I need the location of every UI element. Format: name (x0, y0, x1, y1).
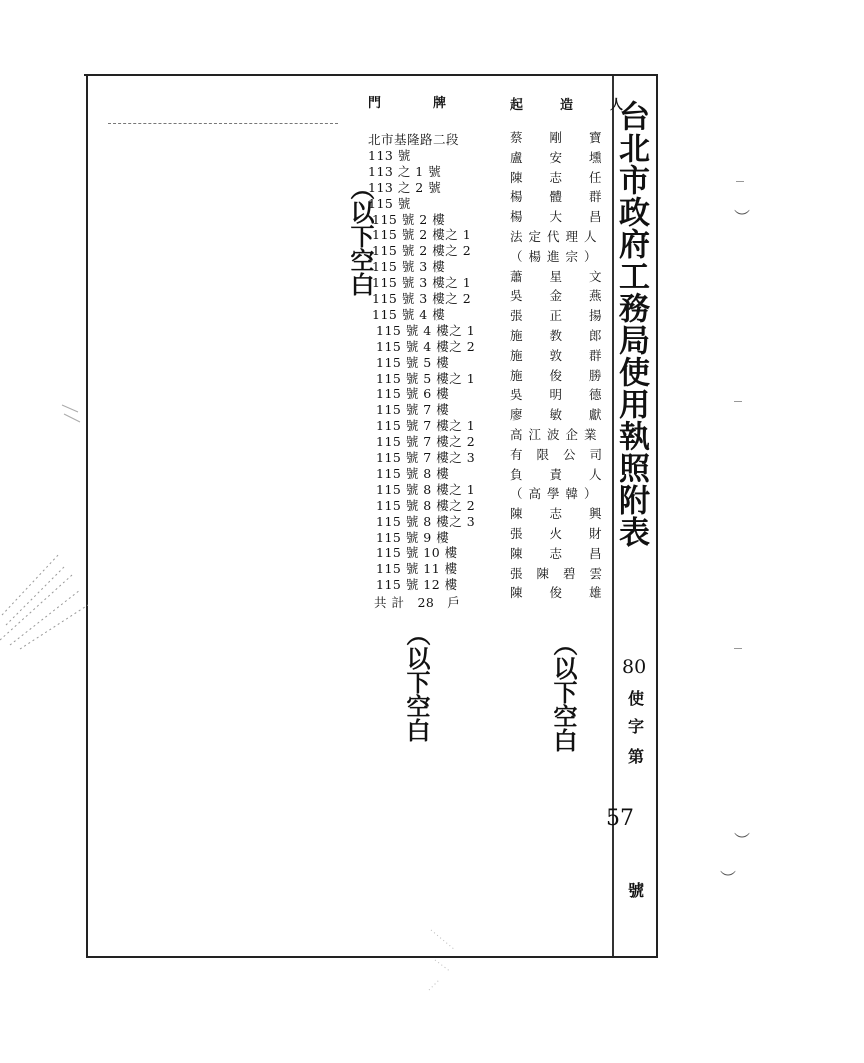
address-row: 115 號 (368, 195, 411, 211)
permit-type-char: 字 (628, 717, 645, 736)
permit-type-char: 第 (628, 747, 645, 766)
address-row: 115 號 11 樓 (376, 561, 458, 577)
address-row: 115 號 7 樓 (376, 402, 450, 418)
address-row: 113 號 (368, 147, 411, 163)
owner-row: （楊進宗） (510, 248, 603, 264)
scan-mark: ‾ (734, 645, 742, 664)
owner-row: 陳志昌 (510, 545, 629, 561)
address-row: 115 號 8 樓之 2 (376, 497, 476, 513)
scan-smudge (425, 920, 465, 1000)
owner-row: 陳志任 (510, 169, 629, 185)
owner-row: 高江波企業 (510, 427, 603, 442)
owner-row: 負責人 (510, 466, 629, 482)
owner-column-header: 起 造 人 (510, 98, 636, 113)
owner-row: 廖敏獻 (510, 407, 629, 423)
address-row: 113 之 1 號 (368, 163, 442, 179)
scan-mark: ‾ (736, 178, 744, 197)
owner-row: 施俊勝 (510, 367, 629, 383)
handwritten-blank-note: （以下空白 (346, 176, 374, 296)
address-row: 115 號 10 樓 (376, 545, 458, 561)
address-row: 115 號 8 樓之 3 (376, 513, 476, 529)
owner-row: 楊大昌 (510, 209, 629, 225)
owner-row: 盧安壎 (510, 149, 629, 165)
address-row: 北市基隆路二段 (368, 132, 460, 147)
address-row: 115 號 4 樓之 2 (376, 338, 476, 354)
owner-row: 吳金燕 (510, 288, 629, 304)
owner-row: 陳俊雄 (510, 585, 629, 601)
address-row: 115 號 9 樓 (376, 529, 450, 545)
permit-year: 80 (622, 656, 647, 678)
scan-smudge (60, 400, 82, 430)
address-row: 115 號 6 樓 (376, 386, 450, 402)
address-row: 共 計 28 戶 (374, 595, 461, 611)
permit-type-char: 使 (628, 689, 645, 708)
address-row: 115 號 3 樓 (372, 259, 446, 275)
scan-smudge (0, 545, 95, 655)
address-row: 115 號 12 樓 (376, 577, 458, 593)
scan-mark: ‾ (734, 398, 742, 417)
scan-mark: ︶ (720, 869, 737, 888)
address-row: 115 號 7 樓之 2 (376, 434, 476, 450)
address-row: 115 號 7 樓之 1 (376, 418, 476, 434)
owner-row: 張火財 (510, 526, 629, 541)
handwritten-blank-note: （以下空白 (402, 622, 430, 742)
owner-row: 施教郎 (510, 328, 629, 343)
owner-row: 有限公司 (510, 446, 617, 462)
owner-row: 吳明德 (510, 387, 629, 403)
scan-mark: ︶ (734, 208, 751, 227)
address-row: 115 號 4 樓 (372, 306, 446, 322)
address-row: 115 號 3 樓之 2 (372, 291, 472, 306)
owner-row: 陳志興 (510, 506, 629, 522)
address-column-header: 門 牌 (368, 96, 447, 111)
dashed-rule (108, 123, 338, 124)
address-row: 115 號 5 樓之 1 (376, 370, 476, 386)
owner-row: 施敦群 (510, 347, 629, 363)
document-title: 台北市政府工務局使用執照附表 (613, 100, 649, 548)
owner-row: 蔡剛寶 (510, 130, 629, 145)
owner-row: 張正揚 (510, 308, 629, 324)
address-row: 115 號 5 樓 (376, 354, 450, 370)
permit-number: 57 (606, 806, 634, 831)
address-row: 115 號 3 樓之 1 (372, 275, 472, 291)
handwritten-blank-note: （以下空白 (549, 632, 577, 752)
scan-mark: ︶ (734, 831, 751, 850)
address-row: 115 號 2 樓 (372, 211, 446, 227)
owner-row: 蕭星文 (510, 268, 629, 284)
owner-row: （高學韓） (510, 486, 603, 502)
address-row: 115 號 2 樓之 1 (372, 227, 472, 243)
address-row: 115 號 2 樓之 2 (372, 243, 472, 259)
owner-row: 法定代理人 (510, 229, 603, 244)
owner-row: 楊體群 (510, 189, 629, 205)
address-row: 115 號 7 樓之 3 (376, 450, 476, 465)
address-row: 115 號 8 樓 (376, 465, 450, 481)
permit-suffix: 號 (628, 881, 645, 900)
address-row: 115 號 8 樓之 1 (376, 481, 476, 497)
owner-row: 張陳碧雲 (510, 565, 617, 581)
address-row: 115 號 4 樓之 1 (376, 322, 476, 338)
address-row: 113 之 2 號 (368, 179, 442, 195)
